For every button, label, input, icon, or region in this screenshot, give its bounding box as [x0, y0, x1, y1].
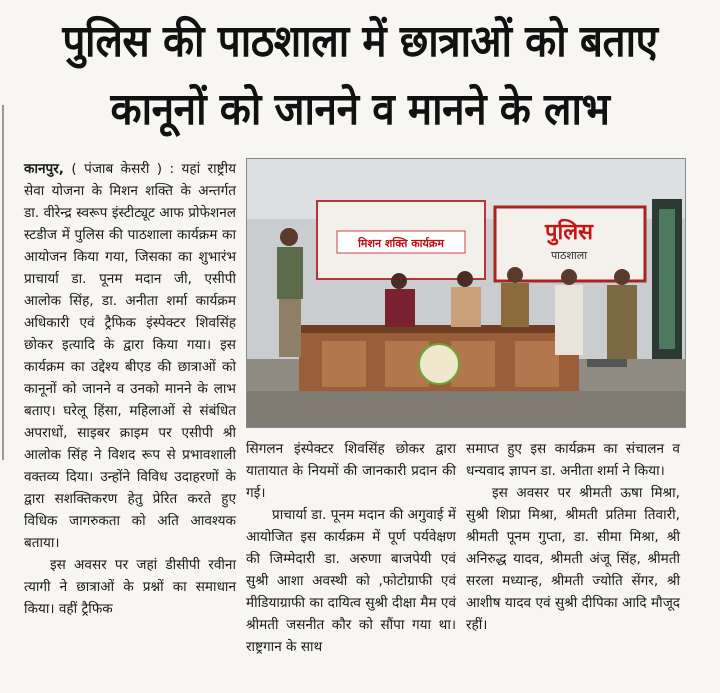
article-column-3: [466, 438, 680, 636]
event-photo: [246, 158, 686, 428]
paragraph: [24, 158, 236, 554]
dateline: कानपुर,: [24, 161, 64, 177]
banner-text: मिशन शक्ति कार्यक्रम: [358, 237, 444, 250]
column-rule: [2, 105, 10, 460]
paragraph: सिगलन इंस्पेक्टर शिवसिंह छोकर द्वारा यातायात के नियमों की जानकारी प्रदान की गई।: [246, 441, 456, 501]
headline-line-1: पुलिस की पाठशाला में छात्राओं को बताए: [62, 16, 658, 67]
photo-illustration: [247, 159, 685, 427]
poster-subtitle: पाठशाला: [550, 249, 588, 262]
paragraph-text: ( पंजाब केसरी ) : यहां राष्ट्रीय सेवा योजना के मिशन शक्ति के अन्तर्गत डा. वीरेन्द्र स्वरूप इंस्टीट्यूट आफ प्रोफेशनल स्टडीज में पुलिस की पाठशाला कार्यक्रम का आयोजन किया गया, जिसका का शुभारंभ प्राचार्या डा. पूनम मदान जी, एसीपी आलोक सिंह, डा. अनीता शर्मा कार्यक्रम अधिकारी एवं ट्रैफिक इंस्पेक्टर शिवसिंह छोकर इत्यादि के द्वारा किया गया। इस कार्यक्रम का उद्देश्य बीएड की छात्राओं को कानूनों को जानने व उनको मानने के लाभ बताए। घरेलू हिंसा, महिलाओं से संबंधित अपराधों, साइबर क्राइम पर एसीपी श्री आलोक सिंह ने विशद रूप से प्रभावशाली वक्तव्य दिया। उन्होंने विविध उदाहरणों के द्वारा सशक्तिकरण हेतु प्रेरित करते हुए विधिक जागरुकता को अति आवश्यक बताया।: [24, 161, 236, 551]
poster-title: पुलिस: [545, 220, 593, 245]
paragraph: समाप्त हुए इस कार्यक्रम का संचालन व धन्यवाद ज्ञापन डा. अनीता शर्मा ने किया।: [466, 441, 680, 479]
paragraph: इस अवसर पर श्रीमती ऊषा मिश्रा, सुश्री शिप्रा मिश्रा, श्रीमती प्रतिमा तिवारी, श्रीमती पूनम गुप्ता, डा. सीमा मिश्रा, श्री अनिरुद्ध यादव, श्रीमती अंजू सिंह, श्रीमती सरला मध्यान्ह, श्रीमती ज्योति सेंगर, श्री आशीष यादव एवं सुश्री दीपिका आदि मौजूद रहीं।: [466, 485, 680, 633]
headline-line-2: कानूनों को जानने व मानने के लाभ: [110, 84, 610, 135]
article-column-2: [246, 438, 456, 658]
paragraph: प्राचार्या डा. पूनम मदान की अगुवाई में आयोजित इस कार्यक्रम में पूर्ण पर्यवेक्षण की जिम्मेदारी डा. अरुणा बाजपेयी एवं सुश्री आशा अवस्थी को ,फोटोग्राफी एवं मीडियाग्राफी का दायित्व सुश्री दीक्षा मैम एवं श्रीमती जसनीत कौर को सौंपा गया था। राष्ट्रगान के साथ: [246, 507, 456, 655]
paragraph: इस अवसर पर जहां डीसीपी रवीना त्यागी ने छात्राओं के प्रश्नों का समाधान किया। वहीं ट्रैफिक: [24, 557, 236, 617]
article-column-1: [24, 158, 236, 620]
